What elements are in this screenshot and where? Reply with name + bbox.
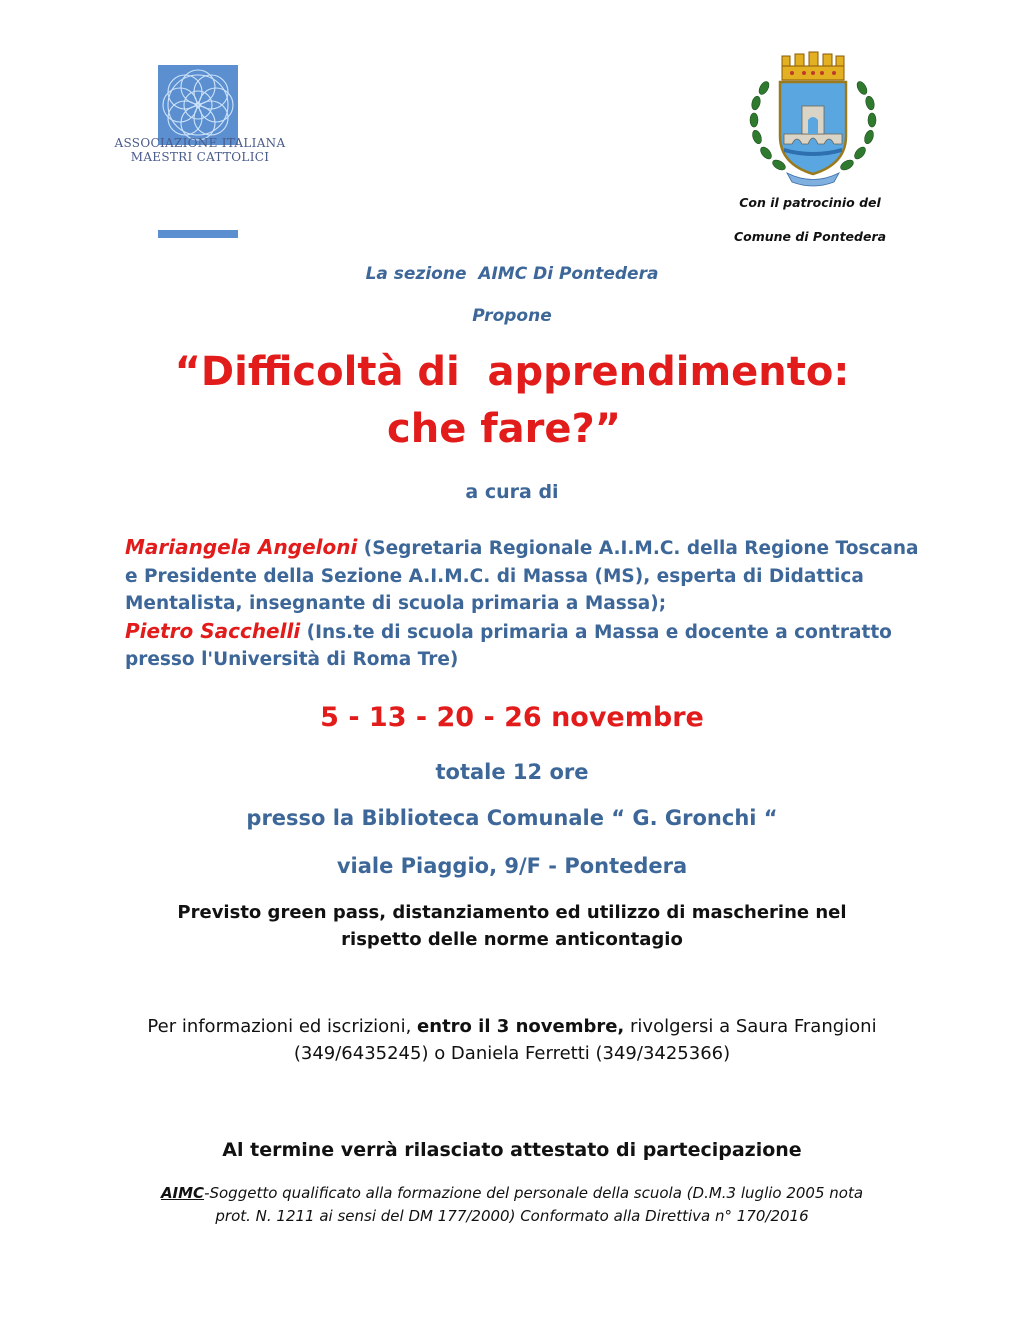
health-notice-line2: rispetto delle norme anticontagio <box>341 929 683 950</box>
footnote <box>0 1182 1024 1227</box>
patronage-line1: Con il patrocinio del <box>739 195 881 210</box>
event-title-line2: che fare?” <box>387 406 621 452</box>
total-hours: totale 12 ore <box>435 760 589 784</box>
health-notice <box>0 899 1024 953</box>
patronage-line2: Comune di Pontedera <box>733 229 887 244</box>
event-dates: 5 - 13 - 20 - 26 novembre <box>320 702 704 733</box>
footnote-line2: prot. N. 1211 ai sensi del DM 177/2000) Conformato alla Direttiva n° 170/2016 <box>215 1206 809 1225</box>
contacts-suffix: rivolgersi a Saura Frangioni <box>630 1016 877 1037</box>
speaker-item <box>125 534 925 618</box>
contacts-line1 <box>0 1013 1024 1040</box>
health-notice-line1: Previsto green pass, distanziamento ed utilizzo di mascherine nel <box>177 902 847 923</box>
a-cura-di-label: a cura di <box>465 481 559 503</box>
speaker-name: Pietro Sacchelli <box>125 618 301 643</box>
footnote-line1-rest: -Soggetto qualificato alla formazione del personale della scuola (D.M.3 luglio 2005 nota <box>204 1184 864 1202</box>
footnote-line1 <box>0 1182 1024 1205</box>
speaker-item <box>125 618 925 674</box>
address: viale Piaggio, 9/F - Pontedera <box>336 854 688 878</box>
certificate-note: Al termine verrà rilasciato attestato di partecipazione <box>222 1139 802 1161</box>
aimc-logo-line2: MAESTRI CATTOLICI <box>130 150 270 164</box>
aimc-emblem-icon <box>158 65 238 145</box>
speaker-name: Mariangela Angeloni <box>125 535 358 559</box>
pontedera-coat-of-arms-icon <box>742 48 884 192</box>
speaker-role: (Ins.te di scuola primaria a Massa e docente a contratto presso l'Università di Roma Tre) <box>125 621 892 670</box>
registration-deadline: entro il 3 novembre, <box>417 1016 625 1037</box>
aimc-logo <box>100 62 300 182</box>
aimc-logo-line1: ASSOCIAZIONE ITALIANA <box>114 136 286 150</box>
speaker-role: (Segretaria Regionale A.I.M.C. della Regione Toscana e Presidente della Sezione A.I.M.C. di Massa (MS), esperta di Didattica Mentalista, insegnante di scuola primaria a Massa); <box>125 538 919 614</box>
event-title-line1: “Difficoltà di apprendimento: <box>174 349 850 395</box>
intro-propone: Propone <box>472 306 552 326</box>
contacts-line2: (349/6435245) o Daniela Ferretti (349/3425366) <box>293 1043 731 1064</box>
contacts-prefix: Per informazioni ed iscrizioni, <box>147 1016 412 1037</box>
footnote-aimc: AIMC <box>160 1184 205 1202</box>
aimc-logo-bar <box>158 230 238 238</box>
intro-section-line: La sezione AIMC Di Pontedera <box>365 264 659 284</box>
speakers-block <box>125 534 925 674</box>
venue: presso la Biblioteca Comunale “ G. Gronchi “ <box>246 806 778 830</box>
contacts-block <box>0 1013 1024 1067</box>
